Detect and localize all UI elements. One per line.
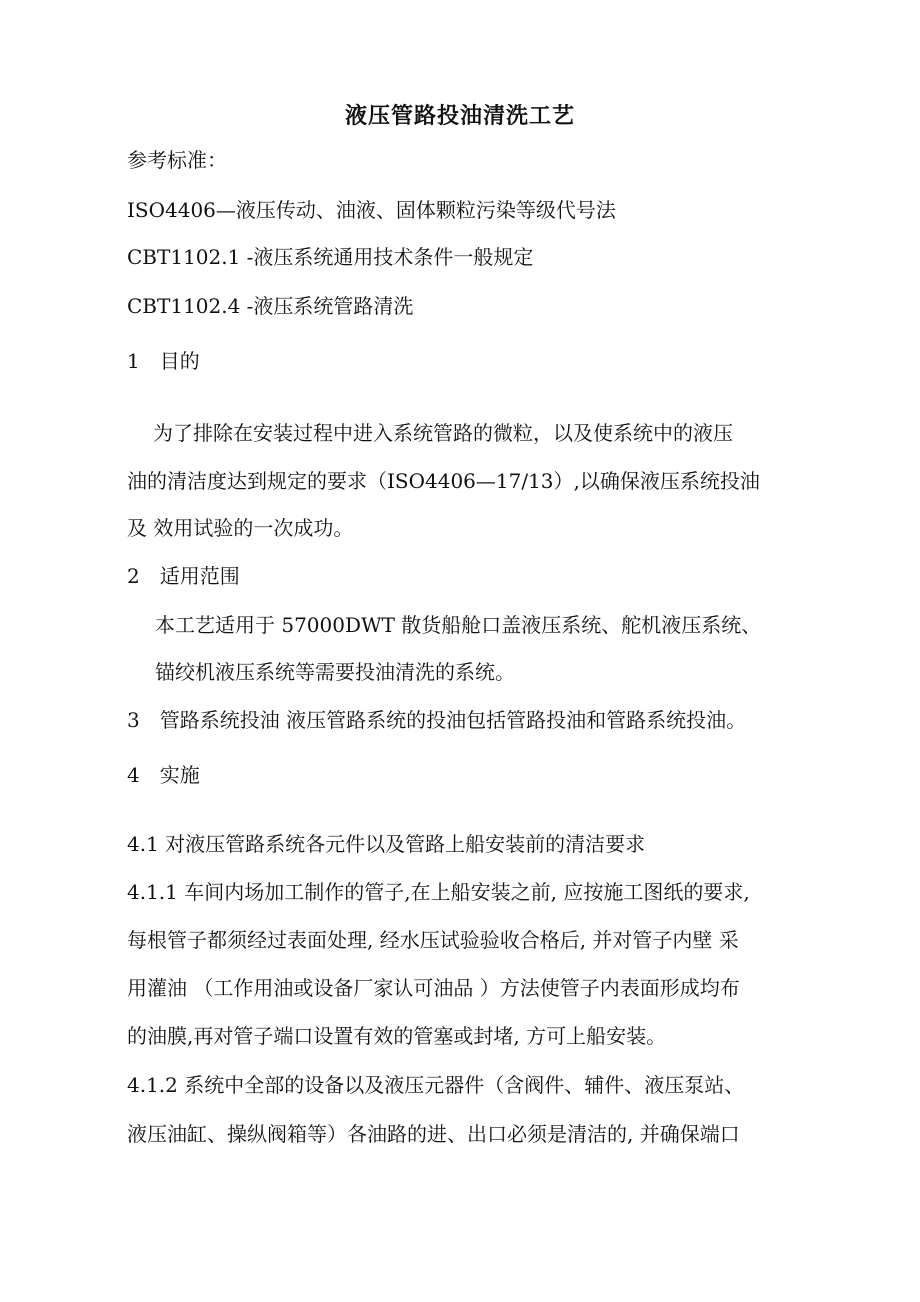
reference-item: CBT1102.4 -液压系统管路清洗 — [127, 294, 414, 318]
section-2-paragraph-line: 本工艺适用于 57000DWT 散货船舱口盖液压系统、舵机液压系统、 — [155, 613, 762, 637]
section-4-1-1-line: 的油膜,再对管子端口设置有效的管塞或封堵, 方可上船安装。 — [127, 1024, 667, 1048]
section-2-heading: 2 适用范围 — [127, 564, 240, 588]
section-1-paragraph-line: 油的清洁度达到规定的要求（ISO4406—17/13）,以确保液压系统投油 — [127, 469, 760, 493]
section-1-heading: 1 目的 — [127, 349, 200, 373]
section-1-paragraph-line: 为了排除在安装过程中进入系统管路的微粒，以及使系统中的液压 — [153, 421, 733, 445]
section-4-1-2-line: 液压油缸、操纵阀箱等）各油路的进、出口必须是清洁的, 并确保端口 — [127, 1122, 740, 1146]
section-1-paragraph-line: 及 效用试验的一次成功。 — [127, 516, 354, 540]
section-4-1-1-line: 用灌油 （工作用油或设备厂家认可油品 ）方法使管子内表面形成均布 — [127, 976, 740, 1000]
section-4-1-1-line: 4.1.1 车间内场加工制作的管子,在上船安装之前, 应按施工图纸的要求, — [127, 880, 750, 904]
reference-item: CBT1102.1 -液压系统通用技术条件一般规定 — [127, 245, 534, 269]
references-heading: 参考标准： — [127, 148, 227, 172]
section-3-line: 3 管路系统投油 液压管路系统的投油包括管路投油和管路系统投油。 — [127, 708, 747, 732]
section-4-heading: 4 实施 — [127, 763, 200, 787]
section-4-1-2-line: 4.1.2 系统中全部的设备以及液压元器件（含阀件、辅件、液压泵站、 — [127, 1073, 745, 1097]
section-4-1-1-line: 每根管子都须经过表面处理, 经水压试验验收合格后, 并对管子内壁 采 — [127, 928, 739, 952]
reference-item: ISO4406—液压传动、油液、固体颗粒污染等级代号法 — [127, 198, 616, 222]
document-title: 液压管路投油清洗工艺 — [344, 103, 575, 129]
section-2-paragraph-line: 锚绞机液压系统等需要投油清洗的系统。 — [155, 660, 515, 684]
section-4-1-heading: 4.1 对液压管路系统各元件以及管路上船安装前的清洁要求 — [127, 832, 646, 856]
